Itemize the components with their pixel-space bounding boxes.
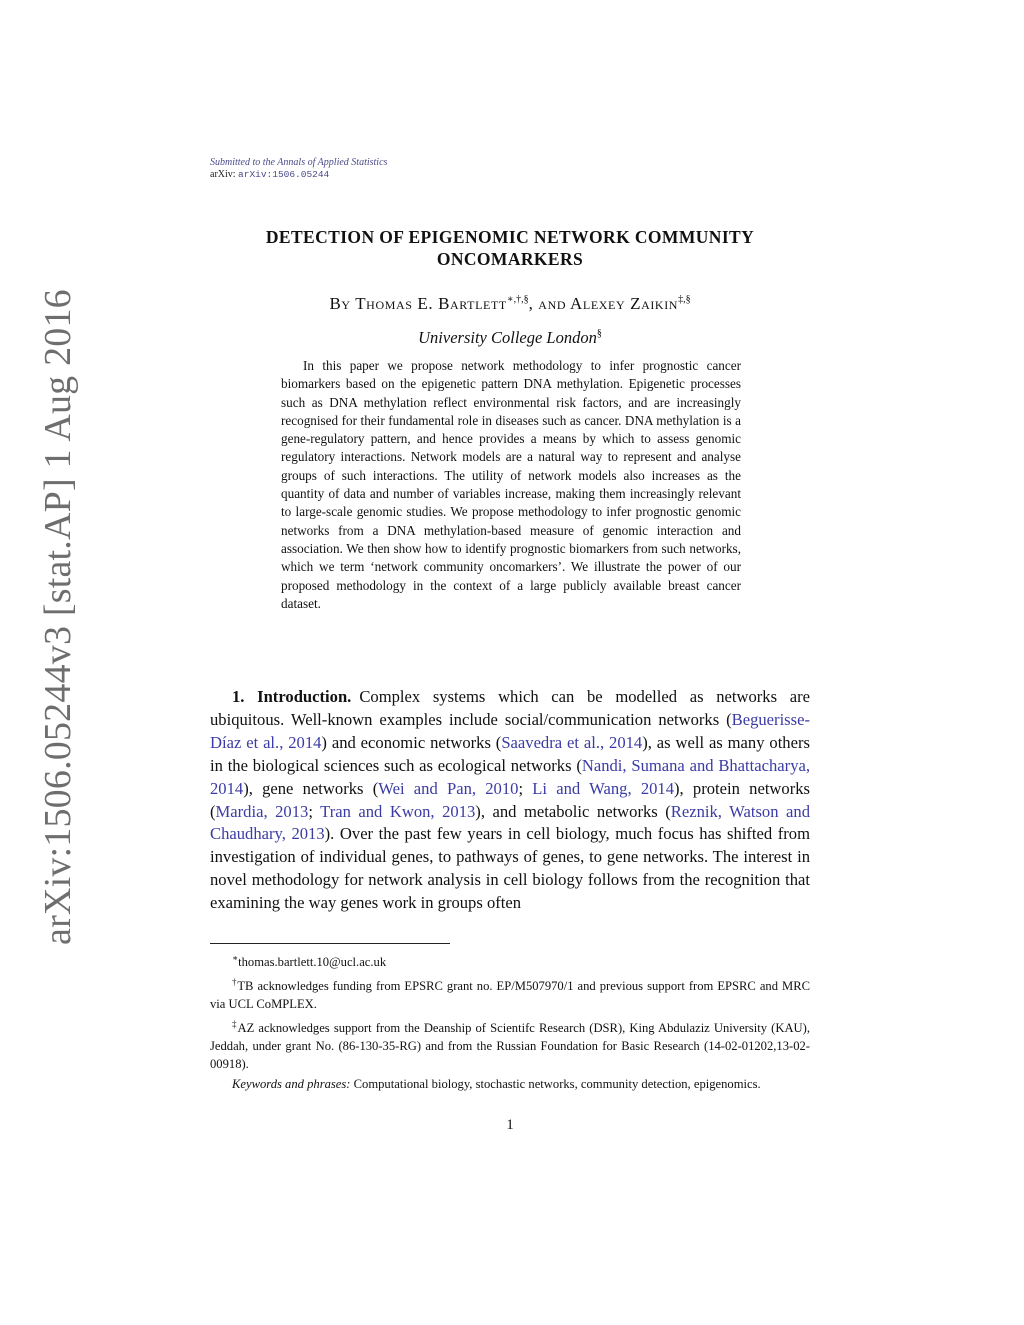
section-heading: 1. Introduction.: [232, 687, 352, 706]
keywords: [210, 1075, 810, 1093]
citation-reznik[interactable]: Reznik, Watson and Chaudhary, 2013: [210, 801, 811, 844]
footnote-mark-2: †: [232, 977, 238, 987]
arxiv-line: [210, 169, 387, 181]
footnote-email: [210, 949, 810, 971]
title-line-2: ONCOMARKERS: [436, 249, 584, 269]
citation-nandi[interactable]: Nandi, Sumana and Bhattacharya, 2014: [210, 755, 810, 798]
title-line-1: DETECTION OF EPIGENOMIC NETWORK COMMUNITY: [265, 227, 755, 247]
citation-beguerisse[interactable]: Beguerisse-Díaz et al., 2014: [210, 709, 810, 752]
citation-saavedra[interactable]: Saavedra et al., 2014: [501, 732, 643, 752]
affiliation: [210, 323, 810, 349]
author-bartlett: Thomas E. Bartlett: [355, 294, 507, 313]
keywords-text: Computational biology, stochastic networks, community detection, epigenomics.: [353, 1077, 761, 1091]
intro-text-1: Complex systems which can be modelled as networks are ubiquitous. Well-known examples include social/communication networks (: [210, 687, 810, 729]
submitted-note: Submitted to the Annals of Applied Statistics: [210, 157, 388, 168]
footnote-mark-3: ‡: [232, 1019, 238, 1029]
introduction-section: [210, 686, 810, 915]
affiliation-name: University College London: [418, 328, 597, 347]
page-number: 1: [506, 1117, 514, 1133]
footnotes: [210, 949, 810, 1095]
author-line: [210, 289, 810, 315]
footnote-mark-1: ∗: [232, 953, 239, 963]
author-zaikin: Alexey Zaikin: [570, 294, 679, 313]
header-meta: [210, 157, 387, 181]
footnote-divider: [210, 943, 450, 944]
arxiv-stamp: arXiv:1506.05244v3 [stat.AP] 1 Aug 2016: [37, 289, 79, 945]
by-label: By: [329, 294, 351, 313]
intro-text-9: ). Over the past few years in cell biology, much focus has shifted from investigation of individual genes, to pathways of genes, to gene networks. The interest in novel methodology for network analysis in cell biology follows from the recognition that examining the way genes work in groups often: [210, 824, 810, 913]
footnote-text-3: AZ acknowledges support from the Deanship of Scientifc Research (DSR), King Abdulaziz University (KAU), Jeddah, under grant No. (86-130-35-RG) and from the Russian Foundation for Basic Research (14-02-01202,13-02-00918).: [210, 1021, 810, 1071]
intro-text-5: ;: [518, 778, 533, 798]
citation-mardia[interactable]: Mardia, 2013: [215, 801, 309, 821]
intro-text-3: ), as well as many others in the biological sciences such as ecological networks (: [210, 732, 810, 775]
footnote-tb-funding: [210, 973, 810, 1013]
author-separator: , and: [528, 294, 567, 313]
footnote-text-2: TB acknowledges funding from EPSRC grant no. EP/M507970/1 and previous support from EPSRC and MRC via UCL CoMPLEX.: [210, 979, 810, 1011]
citation-tran[interactable]: Tran and Kwon, 2013: [320, 801, 476, 821]
keywords-label: Keywords and phrases:: [232, 1077, 351, 1091]
footnote-az-funding: [210, 1015, 810, 1073]
abstract: In this paper we propose network methodology to infer prognostic cancer biomarkers based on the epigenetic pattern DNA methylation. Epigenetic processes such as DNA methylation reflect environmental risk factors, and are increasingly recognised for their fundamental role in diseases such as cancer. DNA methylation is a gene-regulatory pattern, and hence provides a means by which to assess genomic regulatory interactions. Network models are a natural way to represent and analyse groups of such interactions. The utility of network models also increases as the quantity of data and number of variables increase, making them increasingly relevant to large-scale genomic studies. We propose methodology to infer prognostic genomic networks from a DNA methylation-based measure of genomic interaction and association. We then show how to identify prognostic biomarkers from such networks, which we term ‘network community oncomarkers’. We illustrate the power of our proposed methodology in the context of a large publicly available breast cancer dataset.: [281, 358, 741, 611]
citation-li[interactable]: Li and Wang, 2014: [532, 778, 675, 798]
intro-text-6: ), protein networks (: [210, 778, 810, 821]
arxiv-id-link[interactable]: arXiv:1506.05244: [238, 169, 330, 180]
intro-text-7: ;: [308, 801, 321, 821]
author-email[interactable]: thomas.bartlett.10@ucl.ac.uk: [238, 955, 387, 969]
intro-text-4: ), gene networks (: [243, 778, 379, 798]
paper-title: [210, 226, 810, 270]
intro-text-2: ) and economic networks (: [321, 732, 502, 752]
intro-text-8: ), and metabolic networks (: [475, 801, 671, 821]
author-bartlett-marks: ∗,†,§: [506, 294, 529, 305]
arxiv-label: arXiv:: [210, 169, 236, 180]
affiliation-mark: §: [596, 328, 602, 339]
citation-wei[interactable]: Wei and Pan, 2010: [378, 778, 519, 798]
author-zaikin-marks: ‡,§: [678, 294, 691, 305]
